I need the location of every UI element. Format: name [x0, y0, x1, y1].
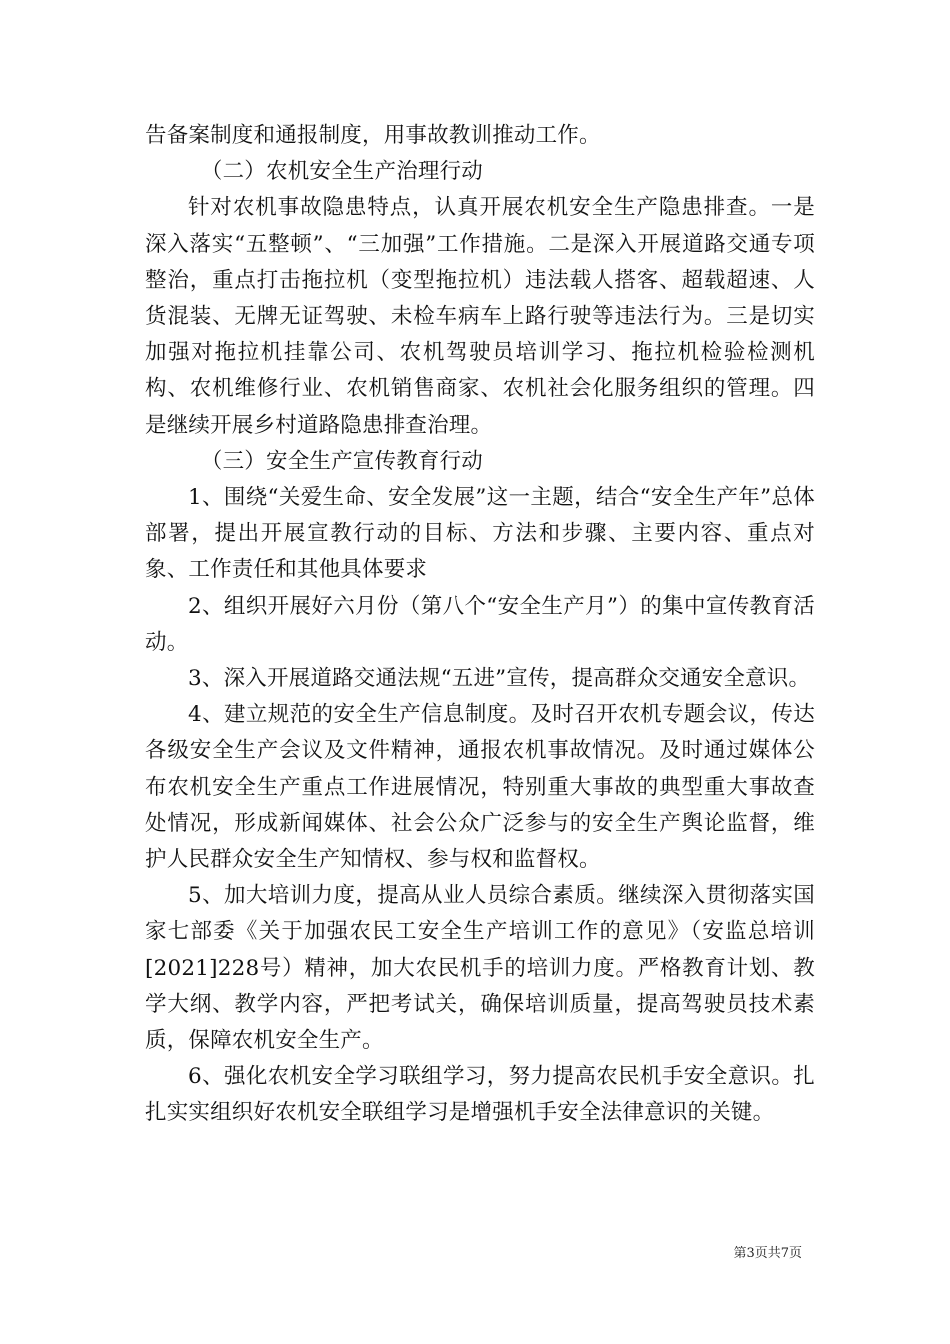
paragraph-item-6: 6、强化农机安全学习联组学习，努力提高农民机手安全意识。扎扎实实组织好农机安全联组学习是增强机手安全法律意识的关键。 [145, 1064, 815, 1126]
paragraph-continuation: 告备案制度和通报制度，用事故教训推动工作。 [145, 123, 601, 148]
section-heading-2: （二）农机安全生产治理行动 [200, 159, 483, 185]
paragraph-item-1: 1、围绕“关爱生命、安全发展”这一主题，结合“安全生产年”总体部署，提出开展宣教行动的目标、方法和步骤、主要内容、重点对象、工作责任和其他具体要求 [145, 485, 815, 583]
paragraph-item-3: 3、深入开展道路交通法规“五进”宣传，提高群众交通安全意识。 [188, 666, 811, 692]
document-body [145, 118, 815, 1132]
page-number: 第3页共7页 [733, 1246, 802, 1261]
paragraph-item-5: 5、加大培训力度，提高从业人员综合素质。继续深入贯彻落实国家七部委《关于加强农民工安全生产培训工作的意见》（安监总培训[2021]228号）精神，加大农民机手的培训力度。严格教育计划、教学大纲、教学内容，严把考试关，确保培训质量，提高驾驶员技术素质，保障农机安全生产。 [145, 883, 815, 1054]
paragraph-machinery-safety: 针对农机事故隐患特点，认真开展农机安全生产隐患排查。一是深入落实“五整顿”、“三加强”工作措施。二是深入开展道路交通专项整治，重点打击拖拉机（变型拖拉机）违法载人搭客、超载超速、人货混装、无牌无证驾驶、未检车病车上路行驶等违法行为。三是切实加强对拖拉机挂靠公司、农机驾驶员培训学习、拖拉机检验检测机构、农机维修行业、农机销售商家、农机社会化服务组织的管理。四是继续开展乡村道路隐患排查治理。 [145, 195, 815, 438]
section-heading-3: （三）安全生产宣传教育行动 [200, 448, 483, 474]
paragraph-item-4: 4、建立规范的安全生产信息制度。及时召开农机专题会议，传达各级安全生产会议及文件精神，通报农机事故情况。及时通过媒体公布农机安全生产重点工作进展情况，特别重大事故的典型重大事故查处情况，形成新闻媒体、社会公众广泛参与的安全生产舆论监督，维护人民群众安全生产知情权、参与权和监督权。 [145, 702, 815, 873]
paragraph-item-2: 2、组织开展好六月份（第八个“安全生产月”）的集中宣传教育活动。 [145, 593, 815, 655]
